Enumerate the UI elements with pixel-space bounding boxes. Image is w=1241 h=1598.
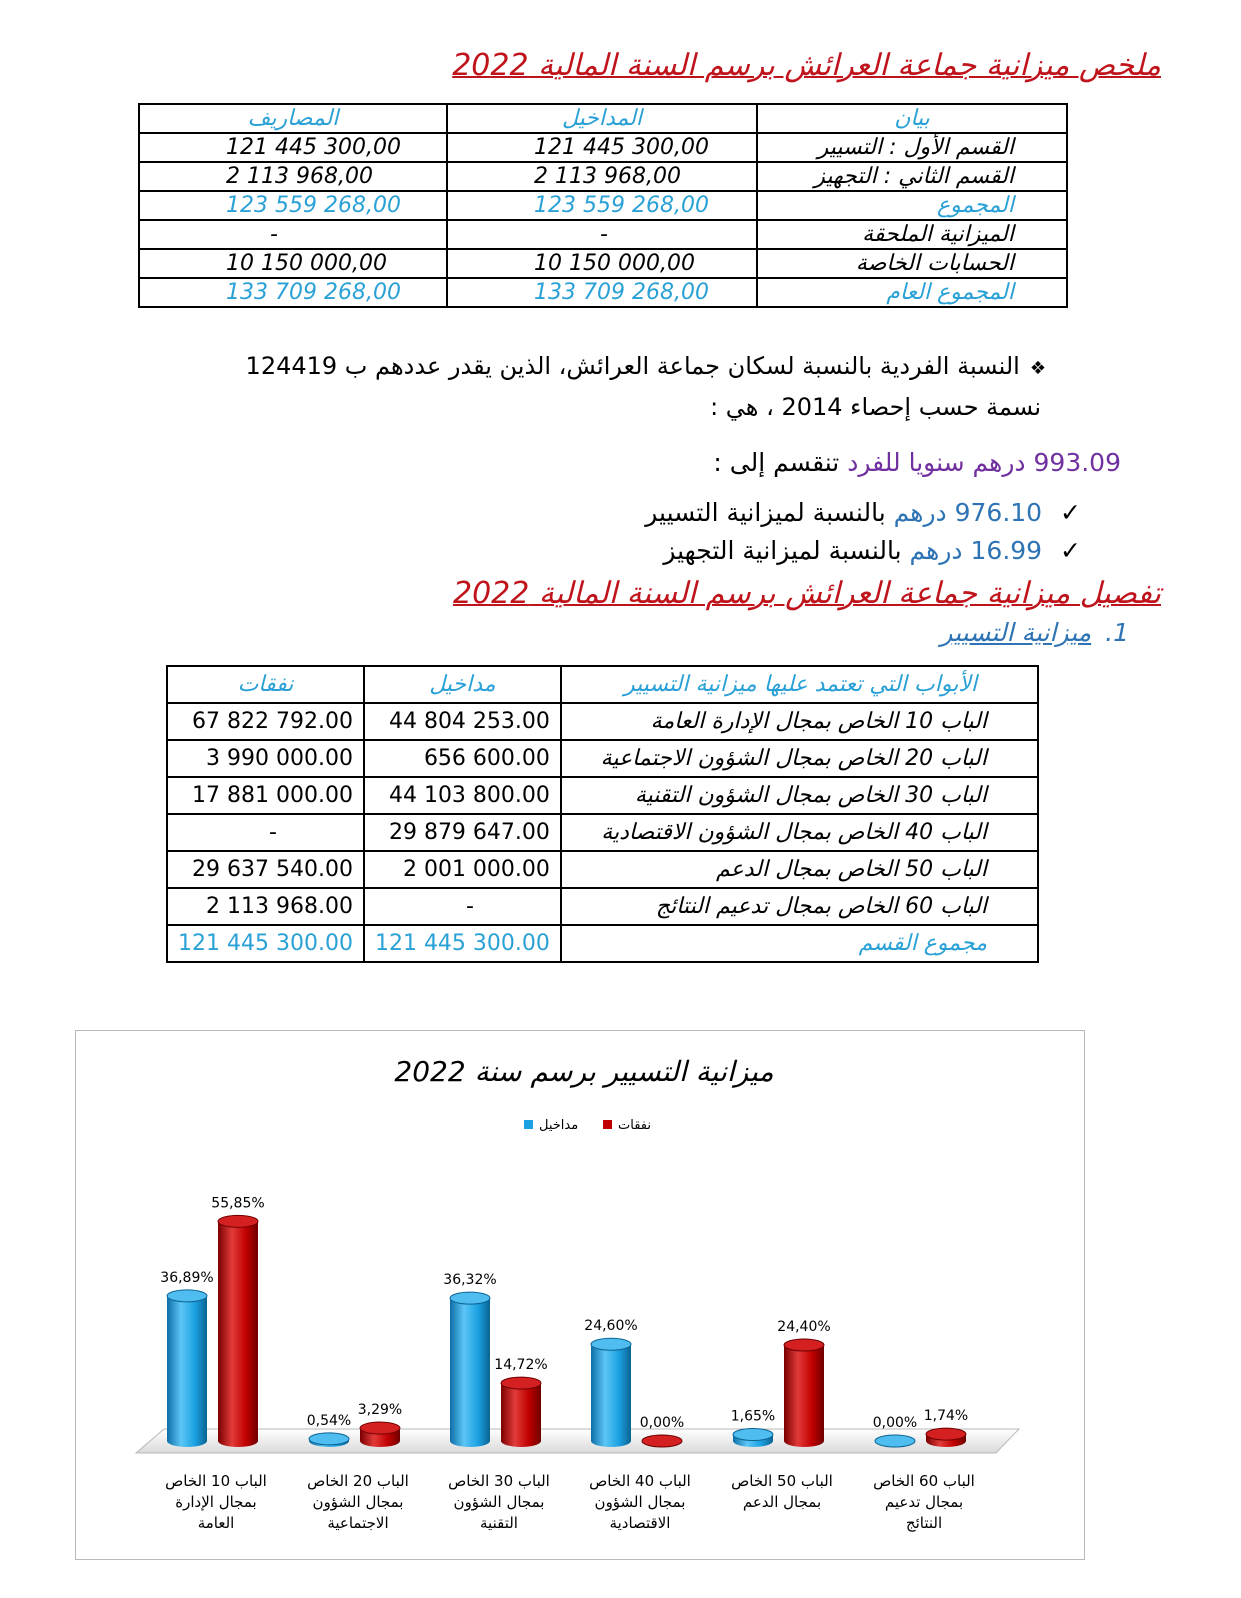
category-label: الباب 30 الخاص — [448, 1472, 550, 1490]
header-chapters: الأبواب التي تعتمد عليها ميزانية التسيير — [561, 666, 1038, 703]
bar-revenue-5 — [733, 1429, 773, 1447]
expense-cell: 29 637 540.00 — [167, 851, 364, 888]
label-cell: الباب 60 الخاص بمجال تدعيم النتائج — [561, 888, 1038, 925]
label-cell: الميزانية الملحقة — [757, 220, 1067, 249]
budget-chart — [76, 1031, 1084, 1559]
data-label: 24,60% — [584, 1318, 638, 1335]
data-label: 36,89% — [160, 1269, 214, 1286]
table-row — [139, 133, 1067, 162]
bar-revenue-6 — [875, 1435, 915, 1447]
detail-subtitle: 1.ميزانية التسيير — [940, 618, 1129, 647]
legend-label-expense: نفقات — [618, 1118, 651, 1133]
revenue-cell: - — [447, 220, 757, 249]
category-label: بمجال تدعيم — [884, 1493, 964, 1511]
detail-header-row — [167, 666, 1038, 703]
category-label: الباب 20 الخاص — [307, 1472, 409, 1490]
label-cell: الباب 50 الخاص بمجال الدعم — [561, 851, 1038, 888]
revenue-cell: 2 001 000.00 — [364, 851, 561, 888]
revenue-cell: 44 103 800.00 — [364, 777, 561, 814]
table-row — [139, 191, 1067, 220]
category-label: بمجال الشؤون — [594, 1493, 686, 1511]
table-row — [167, 851, 1038, 888]
bar-revenue-2 — [309, 1433, 349, 1447]
category-label: بمجال الشؤون — [312, 1493, 404, 1511]
per-capita-line2: نسمة حسب إحصاء 2014 ، هي : — [710, 393, 1041, 421]
revenue-cell: 2 113 968,00 — [447, 162, 757, 191]
category-label: بمجال الإدارة — [175, 1493, 257, 1511]
check-icon: ✓ — [1060, 536, 1081, 565]
table-row — [167, 925, 1038, 962]
bar-revenue-4 — [591, 1338, 631, 1447]
bar-expense-5 — [784, 1339, 824, 1447]
header-revenue: المداخيل — [447, 104, 757, 133]
data-label: 1,65% — [730, 1408, 776, 1425]
check-icon: ✓ — [1060, 498, 1081, 527]
expense-cell: 121 445 300,00 — [139, 133, 447, 162]
bar-expense-1 — [218, 1215, 258, 1447]
category-label: الباب 50 الخاص — [731, 1472, 833, 1490]
label-cell: المجموع — [757, 191, 1067, 220]
data-label: 0,00% — [639, 1415, 685, 1431]
data-label: 3,29% — [357, 1402, 403, 1419]
revenue-cell: - — [364, 888, 561, 925]
category-label: الباب 10 الخاص — [165, 1472, 267, 1490]
per-capita-line1: ❖النسبة الفردية بالنسبة لسكان جماعة العرائش، الذين يقدر عددهم ب 124419 — [245, 352, 1046, 380]
label-cell: الباب 40 الخاص بمجال الشؤون الاقتصادية — [561, 814, 1038, 851]
chart-title: ميزانية التسيير برسم سنة 2022 — [394, 1055, 774, 1088]
category-label: الباب 60 الخاص — [873, 1472, 975, 1490]
expense-cell: 17 881 000.00 — [167, 777, 364, 814]
expense-cell: 121 445 300.00 — [167, 925, 364, 962]
category-label: الباب 40 الخاص — [589, 1472, 691, 1490]
legend-swatch-expense — [603, 1120, 612, 1129]
legend-label-revenue: مداخيل — [539, 1118, 579, 1133]
table-row — [167, 740, 1038, 777]
expense-cell: - — [139, 220, 447, 249]
revenue-cell: 133 709 268,00 — [447, 278, 757, 307]
bar-expense-4 — [642, 1435, 682, 1447]
data-label: 14,72% — [494, 1357, 548, 1374]
chart-container — [75, 1030, 1085, 1560]
label-cell: الباب 30 الخاص بمجال الشؤون التقنية — [561, 777, 1038, 814]
bar-revenue-3 — [450, 1292, 490, 1447]
bar-expense-6 — [926, 1428, 966, 1447]
expense-cell: 3 990 000.00 — [167, 740, 364, 777]
summary-title: ملخص ميزانية جماعة العرائش برسم السنة المالية 2022 — [452, 48, 1161, 83]
revenue-cell: 10 150 000,00 — [447, 249, 757, 278]
label-cell: المجموع العام — [757, 278, 1067, 307]
summary-table — [138, 103, 1068, 308]
table-row — [139, 220, 1067, 249]
category-label: بمجال الدعم — [742, 1493, 822, 1511]
table-row — [139, 278, 1067, 307]
legend-swatch-revenue — [524, 1120, 533, 1129]
label-cell: الحسابات الخاصة — [757, 249, 1067, 278]
revenue-cell: 123 559 268,00 — [447, 191, 757, 220]
expense-cell: 123 559 268,00 — [139, 191, 447, 220]
table-row — [167, 777, 1038, 814]
label-cell: الباب 20 الخاص بمجال الشؤون الاجتماعية — [561, 740, 1038, 777]
bar-expense-2 — [360, 1422, 400, 1447]
revenue-cell: 656 600.00 — [364, 740, 561, 777]
total-suffix: تنقسم إلى : — [713, 448, 840, 477]
table-row — [139, 249, 1067, 278]
header-statement: بيان — [757, 104, 1067, 133]
bar-expense-3 — [501, 1377, 541, 1447]
detail-title: تفصيل ميزانية جماعة العرائش برسم السنة المالية 2022 — [453, 576, 1161, 611]
total-unit: درهم سنويا للفرد — [847, 448, 1026, 477]
table-row — [167, 814, 1038, 851]
category-label: الاجتماعية — [327, 1514, 389, 1532]
bar-revenue-1 — [167, 1290, 207, 1447]
category-label: الاقتصادية — [609, 1514, 671, 1532]
data-label: 1,74% — [923, 1408, 969, 1425]
header-revenue: مداخيل — [364, 666, 561, 703]
category-label: بمجال الشؤون — [453, 1493, 545, 1511]
revenue-cell: 44 804 253.00 — [364, 703, 561, 740]
summary-header-row — [139, 104, 1067, 133]
expense-cell: - — [167, 814, 364, 851]
label-cell: الباب 10 الخاص بمجال الإدارة العامة — [561, 703, 1038, 740]
total-value: 993.09 — [1033, 448, 1121, 477]
per-capita-total — [713, 448, 1121, 477]
data-label: 0,54% — [306, 1412, 352, 1429]
expense-cell: 67 822 792.00 — [167, 703, 364, 740]
expense-cell: 10 150 000,00 — [139, 249, 447, 278]
data-label: 24,40% — [777, 1319, 831, 1336]
data-label: 36,32% — [443, 1272, 497, 1289]
table-row — [167, 703, 1038, 740]
data-label: 55,85% — [211, 1195, 265, 1212]
revenue-cell: 121 445 300.00 — [364, 925, 561, 962]
expense-cell: 133 709 268,00 — [139, 278, 447, 307]
category-label: العامة — [197, 1514, 235, 1532]
data-label: 0,00% — [872, 1415, 918, 1431]
chart-legend — [524, 1118, 651, 1133]
label-cell: القسم الأول : التسيير — [757, 133, 1067, 162]
header-expense: المصاريف — [139, 104, 447, 133]
table-row — [167, 888, 1038, 925]
detail-table — [166, 665, 1039, 963]
bullet-icon: ❖ — [1029, 358, 1046, 379]
label-cell: مجموع القسم — [561, 925, 1038, 962]
label-cell: القسم الثاني : التجهيز — [757, 162, 1067, 191]
per-capita-item-1: ✓ 976.10 درهم بالنسبة لميزانية التسيير — [645, 498, 1081, 527]
expense-cell: 2 113 968.00 — [167, 888, 364, 925]
category-label: النتائج — [905, 1514, 943, 1532]
revenue-cell: 121 445 300,00 — [447, 133, 757, 162]
expense-cell: 2 113 968,00 — [139, 162, 447, 191]
category-label: التقنية — [480, 1514, 518, 1532]
per-capita-item-2: ✓ 16.99 درهم بالنسبة لميزانية التجهيز — [663, 536, 1081, 565]
table-row — [139, 162, 1067, 191]
revenue-cell: 29 879 647.00 — [364, 814, 561, 851]
header-expense: نفقات — [167, 666, 364, 703]
